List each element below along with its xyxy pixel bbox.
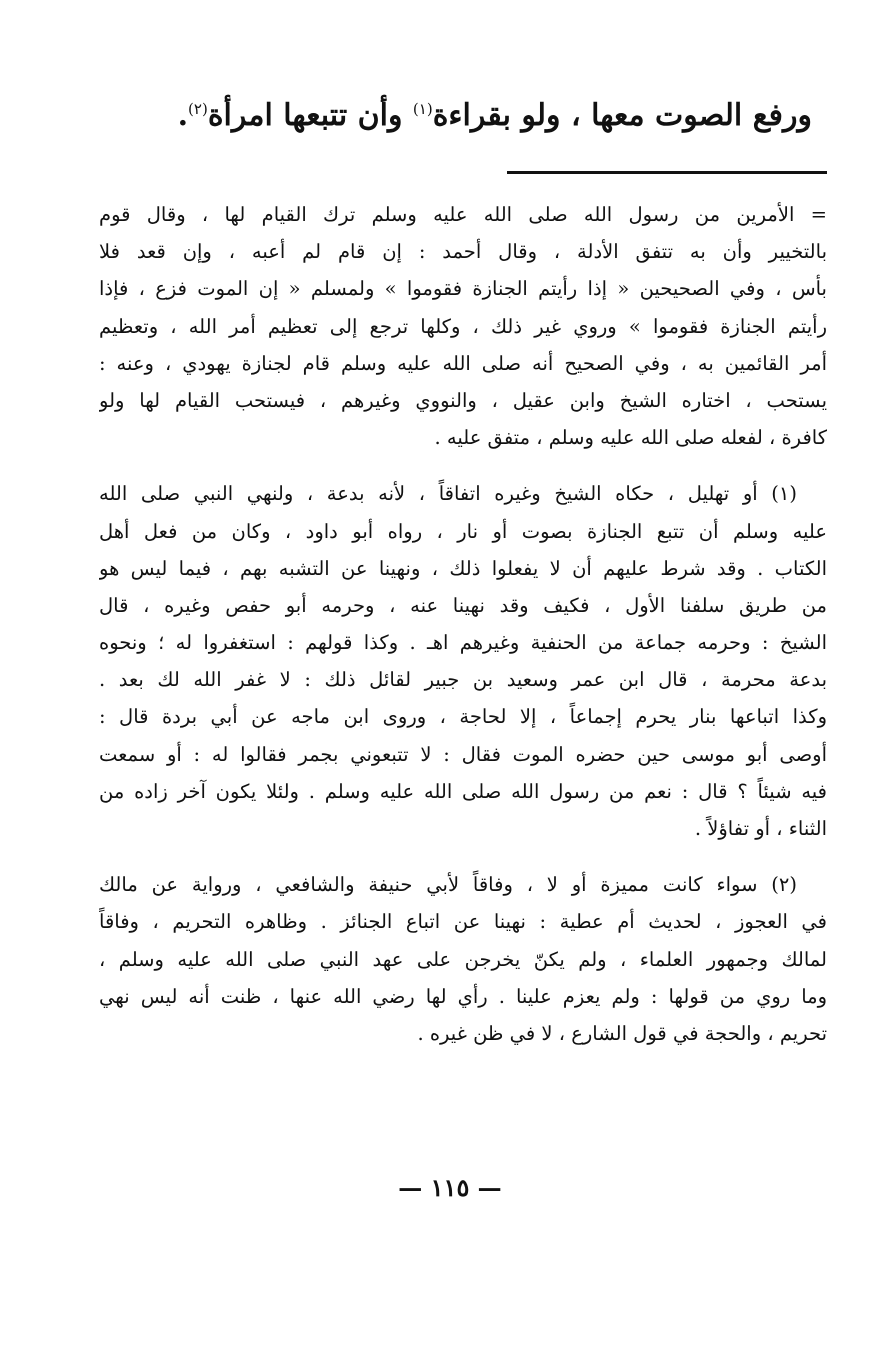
footnote-separator-rule [507,171,827,174]
footnote-ref-2: (٢) [188,100,208,118]
footnote-ref-1: (١) [412,100,433,118]
footnote-line: وما روي من قولها : ولم يعزم علينا . رأي لها رضي الله عنها ، ظنت أنه ليس نهي [99,984,827,1008]
footnote-line: بدعة محرمة ، قال ابن عمر وسعيد بن جبير لقائل ذلك : لا غفر الله لك بعد . [99,668,827,692]
footnote-line: الشيخ : وحرمه جماعة من الحنفية وغيرهم اهـ . وكذا قولهم : استغفروا له ؛ ونحوه [99,631,827,655]
footnotes-section [99,196,827,1071]
footnote-1 [99,475,827,847]
footnote-line: من طريق سلفنا الأول ، فكيف وقد نهينا عنه ، وحرمه أبو حفص وغيره ، قال [99,593,827,617]
footnote-line: وكذا اتباعها بنار يحرم إجماعاً ، إلا لحاجة ، وروى ابن ماجه عن أبي بردة قال : [99,705,827,729]
footnote-line: بالتخيير وأن به تتفق الأدلة ، وقال أحمد : إن قام لم أعبه ، وإن قعد فلا [99,240,827,264]
main-text-line [72,92,812,140]
page-number: — ١١٥ — [398,1173,502,1202]
footnote-line: كافرة ، لفعله صلى الله عليه وسلم ، متفق عليه . [434,426,827,450]
footnote-line: أمر القائمين به ، وفي الصحيح أنه صلى الله عليه وسلم قام لجنازة يهودي ، وعنه : [99,351,827,375]
footnote-line: لمالك وجمهور العلماء ، ولم يكنّ يخرجن على عهد النبي صلى الله عليه وسلم ، [99,947,827,971]
main-text-part-1: ورفع الصوت معها ، ولو بقراءة [432,98,812,133]
footnote-line: رأيتم الجنازة فقوموا » وروي غير ذلك ، وكلها ترجع إلى تعظيم أمر الله ، وتعظيم [99,314,827,338]
footnote-line: فيه شيئاً ؟ قال : نعم من رسول الله صلى الله عليه وسلم . ولئلا يكون آخر زاده من [99,779,827,803]
footnote-line: (١) أو تهليل ، حكاه الشيخ وغيره اتفاقاً ، لأنه بدعة ، ولنهي النبي صلى الله [99,482,797,506]
footnote-2 [99,866,827,1052]
footnote-line: الثناء ، أو تفاؤلاً . [694,817,827,840]
footnote-line: عليه وسلم أن تتبع الجنازة بصوت أو نار ، رواه أبو داود ، وكان من فعل أهل [99,519,827,543]
footnote-line: يستحب ، اختاره الشيخ وابن عقيل ، والنووي وغيرهم ، فيستحب القيام لها ولو [99,388,827,412]
main-text-end: . [177,98,189,133]
footnote-line: (٢) سواء كانت مميزة أو لا ، وفاقاً لأبي حنيفة والشافعي ، ورواية عن مالك [99,873,797,897]
main-text-part-2: وأن تتبعها امرأة [207,98,413,133]
footnote-line: بأس ، وفي الصحيحين « إذا رأيتم الجنازة فقوموا » ولمسلم « إن الموت فزع ، فإذا [99,277,827,301]
footnote-line: أوصى أبو موسى حين حضره الموت فقال : لا تتبعوني بجمر فقالوا له : أو سمعت [99,742,827,766]
footnote-line: = الأمرين من رسول الله صلى الله عليه وسلم ترك القيام لها ، وقال قوم [99,203,827,226]
footnote-line: الكتاب . وقد شرط عليهم أن لا يفعلوا ذلك ، ونهينا عن التشبه بهم ، فيما ليس هو [99,556,827,580]
footnote-line: في العجوز ، لحديث أم عطية : نهينا عن اتباع الجنائز . وظاهره التحريم ، وفاقاً [99,910,827,934]
footnote-line: تحريم ، والحجة في قول الشارع ، لا في ظن غيره . [417,1021,827,1045]
footnote-continuation [99,196,827,456]
